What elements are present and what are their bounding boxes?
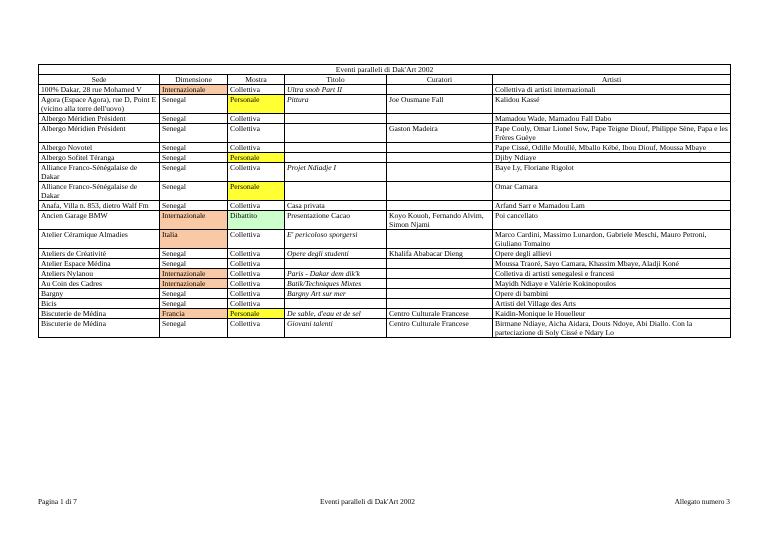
cell-mostra: Collettiva [228, 249, 285, 259]
cell-titolo: Bargny Art sur mer [285, 289, 387, 299]
cell-artisti: Kaidin-Monique le Houelleur [493, 309, 731, 319]
cell-dimensione: Senegal [160, 143, 228, 153]
cell-mostra: Dibattito [228, 211, 285, 230]
cell-mostra: Collettiva [228, 201, 285, 211]
cell-mostra: Collettiva [228, 230, 285, 249]
cell-curatori [387, 114, 493, 124]
cell-titolo [285, 299, 387, 309]
cell-mostra: Collettiva [228, 279, 285, 289]
cell-artisti: Omar Camara [493, 182, 731, 201]
footer-title: Eventi paralleli di Dak'Art 2002 [320, 497, 415, 506]
cell-mostra: Collettiva [228, 143, 285, 153]
cell-sede: Atelier Espace Médina [39, 259, 160, 269]
cell-sede: Ateliers Nylanou [39, 269, 160, 279]
cell-artisti: Baye Ly, Floriane Rigolot [493, 163, 731, 182]
cell-dimensione: Internazionale [160, 269, 228, 279]
cell-dimensione: Internazionale [160, 211, 228, 230]
cell-curatori: Koyo Kouoh, Fernando Alvim, Simon Njami [387, 211, 493, 230]
cell-titolo: Projet Ndiadje I [285, 163, 387, 182]
table-row [39, 289, 731, 299]
cell-artisti: Opere degli allievi [493, 249, 731, 259]
table-row [39, 230, 731, 249]
column-header-titolo: Titolo [285, 75, 387, 85]
cell-titolo: Paris - Dakar dem dik'k [285, 269, 387, 279]
cell-dimensione: Internazionale [160, 85, 228, 95]
cell-titolo [285, 259, 387, 269]
cell-dimensione: Senegal [160, 114, 228, 124]
cell-curatori [387, 201, 493, 211]
cell-sede: 100% Dakar, 28 rue Mohamed V [39, 85, 160, 95]
cell-sede: Biscuterie de Médina [39, 319, 160, 338]
table-row [39, 124, 731, 143]
column-header-curatori: Curatori [387, 75, 493, 85]
cell-titolo [285, 182, 387, 201]
cell-titolo: Presentazione Cacao [285, 211, 387, 230]
table-body [39, 85, 731, 338]
cell-sede: Au Coin des Cadres [39, 279, 160, 289]
table-row [39, 143, 731, 153]
table-row [39, 114, 731, 124]
cell-dimensione: Senegal [160, 289, 228, 299]
cell-sede: Albergo Méridien Président [39, 124, 160, 143]
cell-curatori [387, 299, 493, 309]
cell-titolo: E' pericoloso sporgersi [285, 230, 387, 249]
cell-dimensione: Internazionale [160, 279, 228, 289]
cell-sede: Alliance Franco-Sénégalaise de Dakar [39, 182, 160, 201]
cell-artisti: Colletiva di artisti senegalesi e francesi [493, 269, 731, 279]
cell-titolo [285, 153, 387, 163]
footer-page-number: Pagina 1 di 7 [38, 497, 77, 506]
cell-artisti: Djiby Ndiaye [493, 153, 731, 163]
cell-curatori [387, 289, 493, 299]
cell-curatori [387, 143, 493, 153]
table-row [39, 163, 731, 182]
cell-artisti: Mayidh Ndiaye e Valérie Kokinopoulos [493, 279, 731, 289]
cell-curatori [387, 230, 493, 249]
cell-titolo: Pittura [285, 95, 387, 114]
cell-dimensione: Senegal [160, 319, 228, 338]
cell-curatori [387, 85, 493, 95]
cell-curatori [387, 153, 493, 163]
cell-artisti: Marco Cardini, Massimo Lunardon, Gabriele Meschi, Mauro Petroni, Giuliano Tomaino [493, 230, 731, 249]
table-row [39, 299, 731, 309]
cell-titolo: Opere degli studenti [285, 249, 387, 259]
cell-curatori [387, 279, 493, 289]
cell-mostra: Personale [228, 95, 285, 114]
cell-sede: Biscuterie de Médina [39, 309, 160, 319]
cell-sede: Alliance Franco-Sénégalaise de Dakar [39, 163, 160, 182]
table-row [39, 201, 731, 211]
cell-curatori [387, 269, 493, 279]
cell-mostra: Collettiva [228, 319, 285, 338]
cell-artisti: Mamadou Wade, Mamadou Fall Dabo [493, 114, 731, 124]
table-row [39, 259, 731, 269]
events-table [38, 64, 731, 338]
cell-dimensione: Francia [160, 309, 228, 319]
cell-sede: Ancien Garage BMW [39, 211, 160, 230]
cell-dimensione: Senegal [160, 299, 228, 309]
cell-dimensione: Senegal [160, 182, 228, 201]
cell-sede: Albergo Méridien Président [39, 114, 160, 124]
footer-annex: Allegato numero 3 [674, 497, 730, 506]
cell-artisti: Opere di bambini [493, 289, 731, 299]
cell-sede: Anafa, Villa n. 853, dietro Walf Fm [39, 201, 160, 211]
cell-curatori [387, 182, 493, 201]
cell-artisti: Pape Couly, Omar Lionel Sow, Pape Teigne Diouf, Philippe Sène, Papa e les Frères Guèye [493, 124, 731, 143]
cell-titolo [285, 124, 387, 143]
cell-sede: Ateliers de Créativité [39, 249, 160, 259]
column-header-artisti: Artisti [493, 75, 731, 85]
cell-titolo: Giovani talenti [285, 319, 387, 338]
cell-curatori: Joe Ousmane Fall [387, 95, 493, 114]
table-row [39, 211, 731, 230]
cell-mostra: Collettiva [228, 85, 285, 95]
table-row [39, 249, 731, 259]
cell-mostra: Collettiva [228, 259, 285, 269]
cell-titolo [285, 114, 387, 124]
cell-artisti: Collettiva di artisti internazionali [493, 85, 731, 95]
column-header-sede: Sede [39, 75, 160, 85]
cell-titolo [285, 143, 387, 153]
table-row [39, 85, 731, 95]
cell-mostra: Personale [228, 182, 285, 201]
cell-mostra: Personale [228, 153, 285, 163]
table-row [39, 319, 731, 338]
cell-dimensione: Senegal [160, 95, 228, 114]
table-row [39, 269, 731, 279]
cell-sede: Bicis [39, 299, 160, 309]
cell-artisti: Pape Cissé, Odille Moullé, Mballo Kébé, Ibou Diouf, Moussa Mbaye [493, 143, 731, 153]
cell-curatori: Centro Culturale Francese [387, 319, 493, 338]
cell-sede: Atelier Céramique Almadies [39, 230, 160, 249]
cell-titolo: Casa privata [285, 201, 387, 211]
cell-artisti: Birmane Ndiaye, Aicha Aidara, Douts Ndoye, Abi Diallo. Con la parteciazione di Soly Cissé e Ndary Lo [493, 319, 731, 338]
cell-curatori [387, 259, 493, 269]
cell-sede: Albergo Novotel [39, 143, 160, 153]
table-title: Eventi paralleli di Dak'Art 2002 [39, 65, 731, 75]
cell-mostra: Collettiva [228, 163, 285, 182]
cell-dimensione: Senegal [160, 259, 228, 269]
table-row [39, 279, 731, 289]
cell-curatori: Gaston Madeira [387, 124, 493, 143]
table-row [39, 95, 731, 114]
cell-mostra: Collettiva [228, 289, 285, 299]
cell-artisti: Moussa Traoré, Sayo Camara, Khassim Mbaye, Aladji Koné [493, 259, 731, 269]
cell-artisti: Artisti del Village des Arts [493, 299, 731, 309]
cell-dimensione: Senegal [160, 124, 228, 143]
cell-curatori: Khalifa Ababacar Dieng [387, 249, 493, 259]
cell-dimensione: Senegal [160, 201, 228, 211]
cell-titolo: Batik/Techniques Mixtes [285, 279, 387, 289]
cell-titolo: Ultra snob Part II [285, 85, 387, 95]
cell-dimensione: Senegal [160, 249, 228, 259]
cell-mostra: Collettiva [228, 299, 285, 309]
cell-mostra: Collettiva [228, 124, 285, 143]
table-row [39, 182, 731, 201]
cell-curatori [387, 163, 493, 182]
cell-artisti: Poi cancellato [493, 211, 731, 230]
cell-sede: Agora (Espace Agora), rue D, Point E (vicino alla torre dell'uovo) [39, 95, 160, 114]
column-header-mostra: Mostra [228, 75, 285, 85]
cell-dimensione: Senegal [160, 163, 228, 182]
cell-curatori: Centro Culturale Francese [387, 309, 493, 319]
column-header-dimensione: Dimensione [160, 75, 228, 85]
cell-sede: Bargny [39, 289, 160, 299]
table-row [39, 153, 731, 163]
cell-mostra: Personale [228, 309, 285, 319]
cell-artisti: Kalidou Kassé [493, 95, 731, 114]
cell-mostra: Collettiva [228, 269, 285, 279]
cell-mostra: Collettiva [228, 114, 285, 124]
cell-dimensione: Senegal [160, 153, 228, 163]
cell-sede: Albergo Sofitel Téranga [39, 153, 160, 163]
table-row [39, 309, 731, 319]
cell-artisti: Arfand Sarr e Mamadou Lam [493, 201, 731, 211]
cell-titolo: De sable, d'eau et de sel [285, 309, 387, 319]
cell-dimensione: Italia [160, 230, 228, 249]
